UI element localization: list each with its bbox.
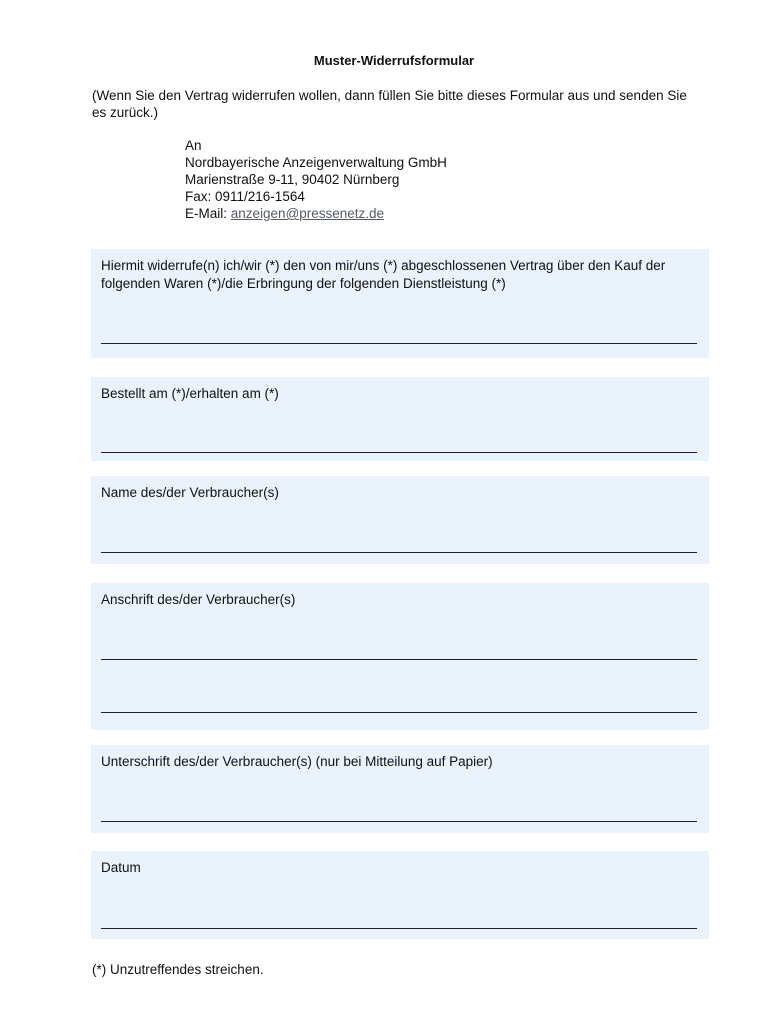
bestellt-label: Bestellt am (*)/erhalten am (*) <box>101 386 279 401</box>
anschrift-label: Anschrift des/der Verbraucher(s) <box>101 592 296 607</box>
widerruf-label: Hiermit widerrufe(n) ich/wir (*) den von mir/uns (*) abgeschlossenen Vertrag über den Kauf der folgenden Waren (*)/die Erbringung der folgenden Dienstleistung (*) <box>101 258 666 291</box>
anschrift-input-line-2[interactable] <box>101 712 697 713</box>
name-field <box>91 476 709 564</box>
address-email-row <box>185 205 447 222</box>
unterschrift-field <box>91 745 709 833</box>
address-to: An <box>185 138 202 153</box>
name-label: Name des/der Verbraucher(s) <box>101 485 279 500</box>
bestellt-input-line[interactable] <box>101 452 697 453</box>
unterschrift-label: Unterschrift des/der Verbraucher(s) (nur bei Mitteilung auf Papier) <box>101 754 493 769</box>
intro-text: (Wenn Sie den Vertrag widerrufen wollen, dann füllen Sie bitte dieses Formular aus und senden Sie es zurück.) <box>92 88 687 120</box>
footnote: (*) Unzutreffendes streichen. <box>92 962 264 977</box>
form-title: Muster-Widerrufsformular <box>313 53 475 68</box>
name-input-line[interactable] <box>101 552 697 553</box>
widerruf-field <box>91 249 709 358</box>
datum-input-line[interactable] <box>101 928 697 929</box>
unterschrift-input-line[interactable] <box>101 821 697 822</box>
recipient-address <box>185 137 447 222</box>
address-street: Marienstraße 9-11, 90402 Nürnberg <box>185 172 400 187</box>
widerruf-input-line[interactable] <box>101 343 697 344</box>
address-company: Nordbayerische Anzeigenverwaltung GmbH <box>185 155 447 170</box>
address-fax: Fax: 0911/216-1564 <box>185 189 305 204</box>
anschrift-input-line-1[interactable] <box>101 659 697 660</box>
bestellt-field <box>91 377 709 461</box>
datum-label: Datum <box>101 860 141 875</box>
datum-field <box>91 851 709 939</box>
email-label: E-Mail: <box>185 206 231 221</box>
anschrift-field <box>91 583 709 730</box>
email-link[interactable]: anzeigen@pressenetz.de <box>230 206 385 221</box>
